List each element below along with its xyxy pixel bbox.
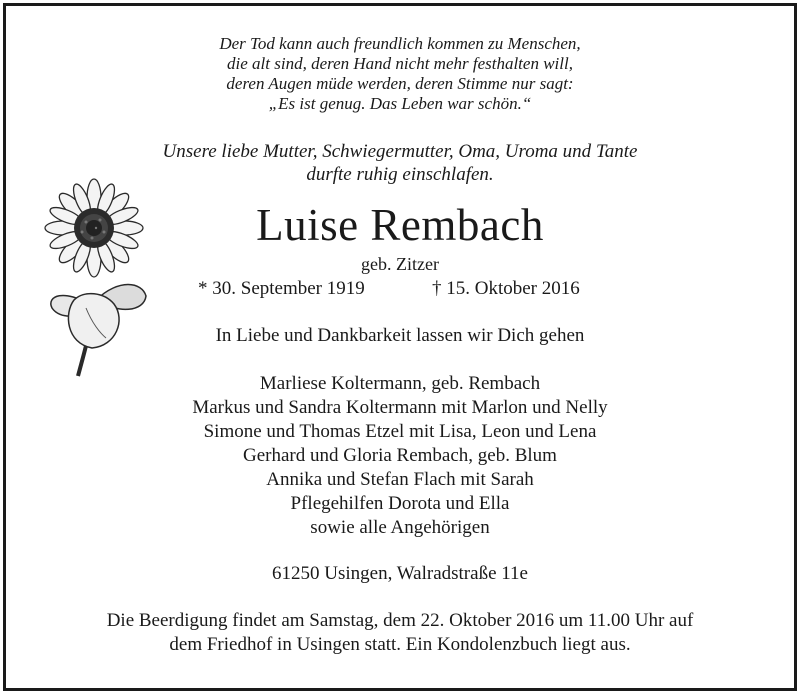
intro-line: durfte ruhig einschlafen. — [306, 164, 494, 185]
funeral-line: dem Friedhof in Usingen statt. Ein Kondolenzbuch liegt aus. — [169, 634, 631, 655]
funeral-notice — [0, 609, 800, 657]
poem-line: die alt sind, deren Hand nicht mehr festhalten will, — [227, 54, 573, 73]
poem-line: deren Augen müde werden, deren Stimme nur sagt: — [226, 74, 574, 93]
poem — [0, 34, 800, 114]
family-member: Gerhard und Gloria Rembach, geb. Blum — [243, 445, 557, 466]
intro-line: Unsere liebe Mutter, Schwiegermutter, Oma, Uroma und Tante — [162, 141, 638, 162]
farewell-text: In Liebe und Dankbarkeit lassen wir Dich gehen — [215, 325, 585, 346]
poem-line: Der Tod kann auch freundlich kommen zu Menschen, — [219, 34, 581, 53]
family-member: Marliese Koltermann, geb. Rembach — [259, 373, 541, 394]
poem-line: „Es ist genug. Das Leben war schön.“ — [268, 94, 532, 113]
family-member: Annika und Stefan Flach mit Sarah — [266, 469, 534, 490]
death-date: † 15. Oktober 2016 — [432, 278, 580, 299]
family-member: sowie alle Angehörigen — [310, 517, 490, 538]
deceased-name: Luise Rembach — [256, 200, 544, 250]
family-member: Markus und Sandra Koltermann mit Marlon und Nelly — [192, 397, 608, 418]
birth-date: * 30. September 1919 — [198, 278, 365, 299]
funeral-line: Die Beerdigung findet am Samstag, dem 22. Oktober 2016 um 11.00 Uhr auf — [106, 610, 694, 631]
maiden-name: geb. Zitzer — [361, 254, 439, 274]
address: 61250 Usingen, Walradstraße 11e — [272, 563, 528, 584]
family-list — [0, 372, 800, 540]
family-member: Pflegehilfen Dorota und Ella — [290, 493, 510, 514]
family-member: Simone und Thomas Etzel mit Lisa, Leon und Lena — [203, 421, 597, 442]
